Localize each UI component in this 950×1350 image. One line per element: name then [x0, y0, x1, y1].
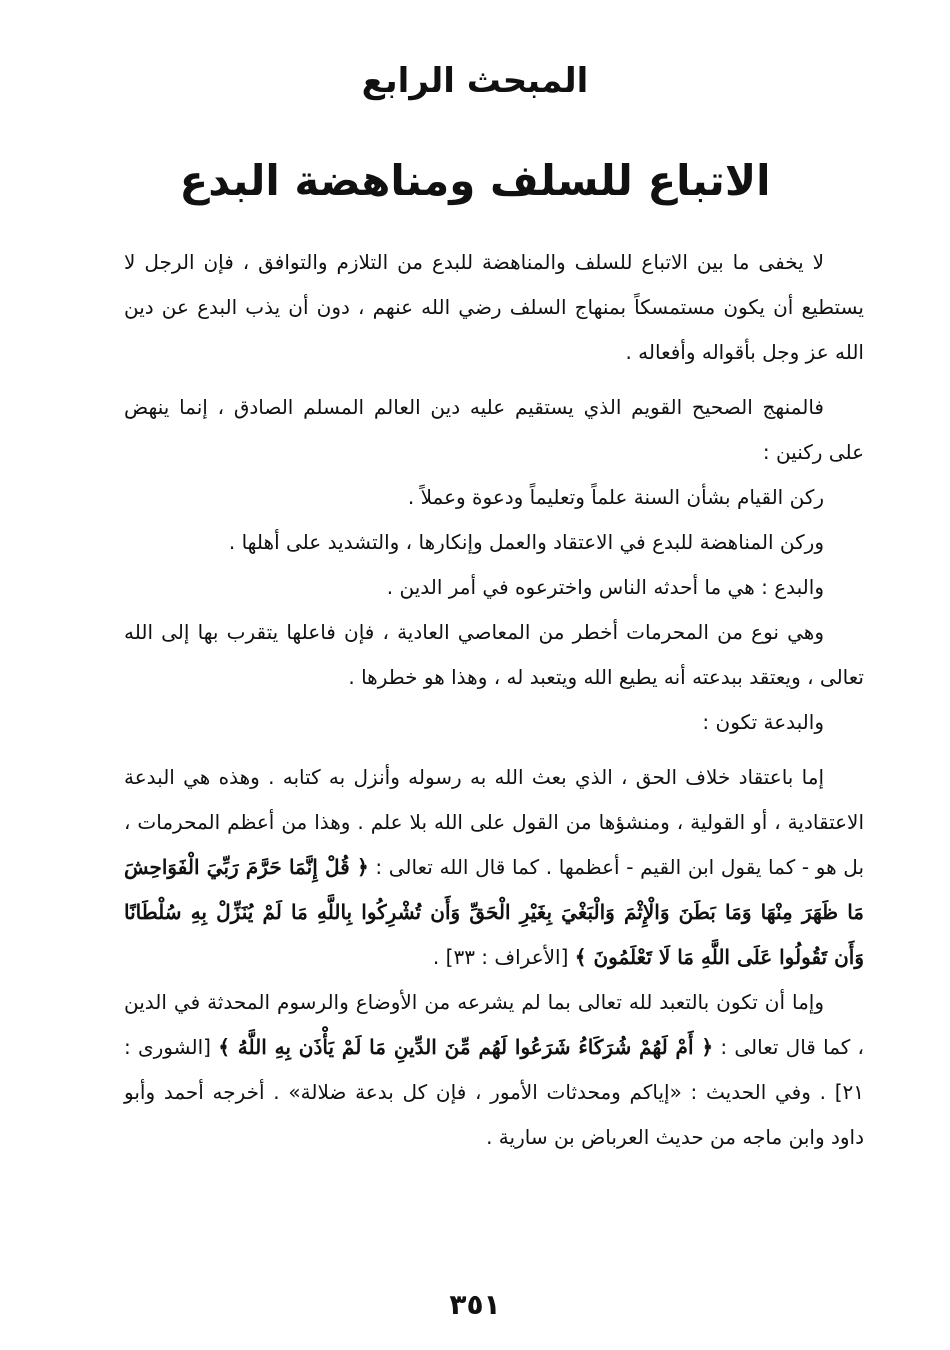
shura-reference-and-hadith: [الشورى : ٢١] . وفي الحديث : «إياكم ومحدثات الأمور ، فإن كل بدعة ضلالة» . أخرجه أحمد وأبو داود وابن ماجه من حديث العرباض بن سارية .: [124, 1035, 864, 1149]
paragraph-bida-danger: وهي نوع من المحرمات أخطر من المعاصي العادية ، فإن فاعلها يتقرب بها إلى الله تعالى ، ويعتقد ببدعته أنه يطيع الله ويتعبد له ، وهذا هو خطرها .: [124, 620, 864, 689]
section-label: المبحث الرابع: [361, 61, 589, 101]
body-text: [124, 240, 864, 1160]
paragraph-pillar-two: وركن المناهضة للبدع في الاعتقاد والعمل وإنكارها ، والتشديد على أهلها .: [228, 530, 824, 554]
belief-bida-text: إما باعتقاد خلاف الحق ، الذي بعث الله به رسوله وأنزل به كتابه . وهذه هي البدعة الاعتقادية ، أو القولية ، ومنشؤها من القول على الله بلا علم . وهذا من أعظم المحرمات ، بل هو - كما يقول ابن القيم - أعظمها . كما قال الله تعالى :: [124, 765, 865, 879]
paragraph-intro: لا يخفى ما بين الاتباع للسلف والمناهضة للبدع من التلازم والتوافق ، فإن الرجل لا يستطيع أن يكون مستمسكاً بمنهاج السلف رضي الله عنهم ، دون أن يذب البدع عن دين الله عز وجل بأقواله وأفعاله .: [124, 250, 864, 364]
worship-bida-text: وإما أن تكون بالتعبد لله تعالى بما لم يشرعه من الأوضاع والرسوم المحدثة في الدين ، كما قال تعالى :: [124, 990, 864, 1059]
paragraph-pillar-one: ركن القيام بشأن السنة علماً وتعليماً ودعوة وعملاً .: [407, 485, 824, 509]
paragraph-bida-definition: والبدع : هي ما أحدثه الناس واخترعوه في أمر الدين .: [386, 575, 824, 599]
paragraph-belief-bida: [124, 755, 864, 980]
quran-verse-shura: ﴿ أَمْ لَهُمْ شُرَكَاءُ شَرَعُوا لَهُم مِّنَ الدِّينِ مَا لَمْ يَأْذَن بِهِ اللَّهُ ﴾: [218, 1035, 714, 1059]
page-number: ٣٥١: [449, 1288, 501, 1321]
quran-reference-araf: [الأعراف : ٣٣] .: [432, 945, 569, 969]
paragraph-worship-bida: [124, 980, 864, 1160]
paragraph-bida-types: والبدعة تكون :: [702, 710, 824, 734]
paragraph-method: فالمنهج الصحيح القويم الذي يستقيم عليه دين العالم المسلم الصادق ، إنما ينهض على ركنين :: [124, 395, 864, 464]
chapter-title: الاتباع للسلف ومناهضة البدع: [179, 156, 771, 205]
quran-verse-araf: ﴿ قُلْ إِنَّمَا حَرَّمَ رَبِّيَ الْفَوَاحِشَ مَا ظَهَرَ مِنْهَا وَمَا بَطَنَ وَالْإِثْمَ وَالْبَغْيَ بِغَيْرِ الْحَقِّ وَأَن تُشْرِكُوا بِاللَّهِ مَا لَمْ يُنَزِّلْ بِهِ سُلْطَانًا وَأَن تَقُولُوا عَلَى اللَّهِ مَا لَا تَعْلَمُونَ ﴾: [124, 855, 864, 969]
